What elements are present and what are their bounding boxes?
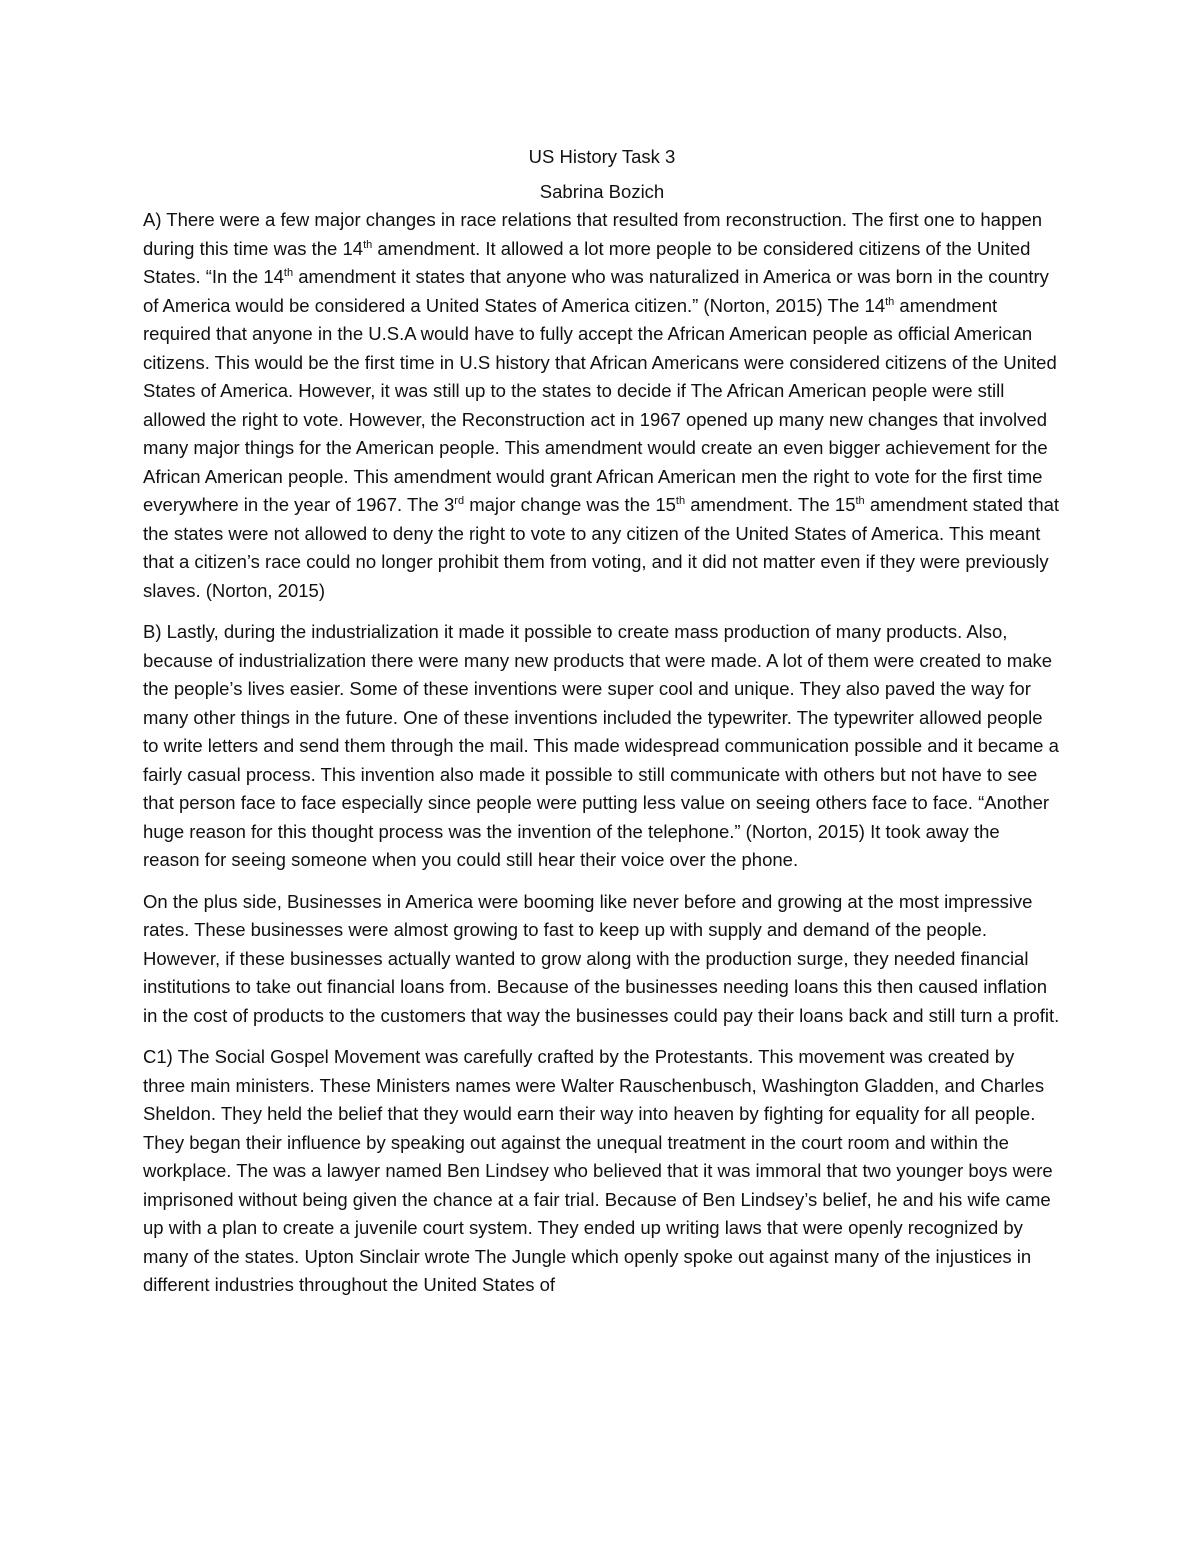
ordinal-suffix: th [675, 494, 686, 507]
section-a-text-2: amendment. It allowed a lot more people to be considered citizens of the United States. “In the 14 [143, 237, 1031, 287]
ordinal-suffix: rd [454, 494, 465, 507]
ordinal-suffix: th [885, 295, 895, 308]
document-title: US History Task 3 [528, 146, 676, 167]
section-a-text-6: amendment. The 15 [685, 494, 856, 515]
paragraph-section-a [143, 206, 1061, 605]
section-a-text-1: A) There were a few major changes in race relations that resulted from reconstruction. The first one to happen during this time was the 14 [143, 209, 1043, 259]
section-a-text-5: major change was the 15 [464, 494, 676, 515]
ordinal-suffix: th [283, 266, 294, 279]
section-a-text-4: amendment required that anyone in the U.S.A would have to fully accept the African American people as official American citizens. This would be the first time in U.S history that African Americans were considered citizens of the United States of America. However, it was still up to the states to decide if The African American people were still allowed the right to vote. However, the Reconstruction act in 1967 opened up many new changes that involved many major things for the American people. This amendment would create an even bigger achievement for the African American people. This amendment would grant African American men the right to vote for the first time everywhere in the year of 1967. The 3 [143, 294, 1057, 515]
section-a-text-3: amendment it states that anyone who was naturalized in America or was born in the country of America would be considered a United States of America citizen.” (Norton, 2015) The 14 [143, 266, 1049, 316]
ordinal-suffix: th [855, 494, 865, 507]
paragraph-section-c1: C1) The Social Gospel Movement was carefully crafted by the Protestants. This movement was created by three main ministers. These Ministers names were Walter Rauschenbusch, Washington Gladden, and Charles Sheldon. They held the belief that they would earn their way into heaven by fighting for equality for all people. They began their influence by speaking out against the unequal treatment in the court room and within the workplace. The was a lawyer named Ben Lindsey who believed that it was immoral that two younger boys were imprisoned without being given the chance at a fair trial. Because of Ben Lindsey’s belief, he and his wife came up with a plan to create a juvenile court system. They ended up writing laws that were openly recognized by many of the states. Upton Sinclair wrote The Jungle which openly spoke out against many of the injustices in different industries throughout the United States of [143, 1046, 1053, 1295]
section-a-text-7: amendment stated that the states were not allowed to deny the right to vote to any citizen of the United States of America. This meant that a citizen’s race could no longer prohibit them from voting, and it did not matter even if they were previously slaves. (Norton, 2015) [143, 494, 1060, 601]
ordinal-suffix: th [363, 238, 373, 251]
paragraph-section-b: B) Lastly, during the industrialization it made it possible to create mass production of many products. Also, because of industrialization there were many new products that were made. A lot of them were created to make the people’s lives easier. Some of these inventions were super cool and unique. They also paved the way for many other things in the future. One of these inventions included the typewriter. The typewriter allowed people to write letters and send them through the mail. This made widespread communication possible and it became a fairly casual process. This invention also made it possible to still communicate with others but not have to see that person face to face especially since people were putting less value on seeing others face to face. “Another huge reason for this thought process was the invention of the telephone.” (Norton, 2015) It took away the reason for seeing someone when you could still hear their voice over the phone. [143, 621, 1059, 870]
document-author: Sabrina Bozich [539, 180, 665, 202]
paragraph-section-b-continued: On the plus side, Businesses in America were booming like never before and growing at the most impressive rates. These businesses were almost growing to fast to keep up with supply and demand of the people. However, if these businesses actually wanted to grow along with the production surge, they needed financial institutions to take out financial loans from. Because of the businesses needing loans this then caused inflation in the cost of products to the customers that way the businesses could pay their loans back and still turn a profit. [143, 890, 1060, 1026]
document-body [143, 143, 1061, 1300]
